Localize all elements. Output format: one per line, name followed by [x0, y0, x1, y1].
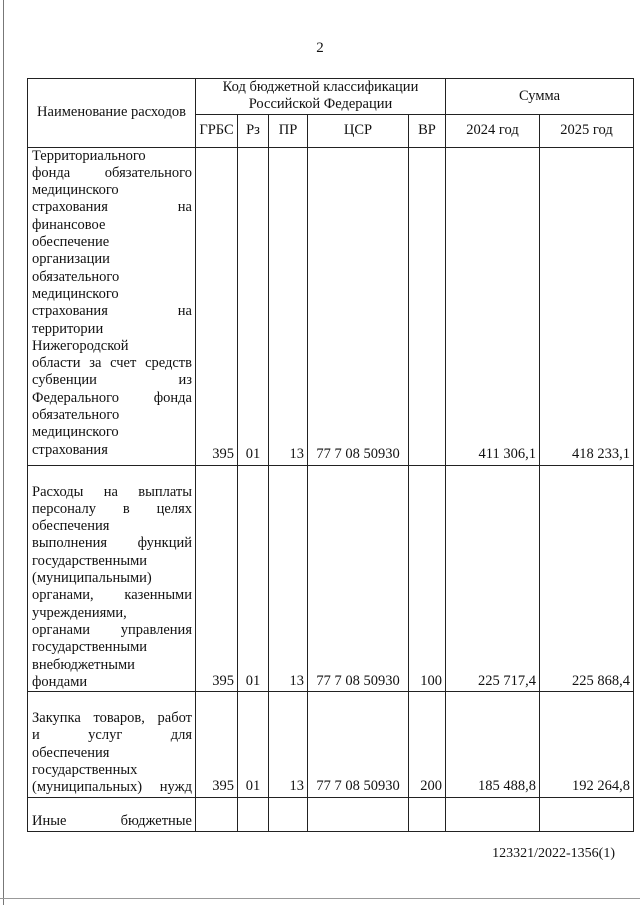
name-line: выполнения функций [32, 535, 192, 552]
name-line: страхования на [32, 303, 192, 320]
cell-rz [238, 797, 269, 831]
name-line: обеспечения [32, 518, 110, 535]
cell-pr: 13 [269, 465, 308, 692]
header-csr: ЦСР [308, 114, 409, 147]
cell-csr: 77 7 08 50930 [308, 692, 409, 797]
name-line: медицинского [32, 424, 119, 441]
name-line: внебюджетными [32, 656, 135, 673]
table-row [28, 692, 634, 797]
name-line: страхования [32, 441, 108, 458]
name-line: государственными [32, 639, 148, 656]
name-line: (муниципальными) [32, 570, 152, 587]
name-line: обязательного [32, 407, 120, 424]
cell-csr: 77 7 08 50930 [308, 465, 409, 692]
name-line: Расходы на выплаты [32, 483, 192, 500]
name-line: медицинского [32, 285, 119, 302]
cell-grbs: 395 [196, 147, 238, 465]
name-line: обеспечения [32, 744, 110, 761]
row-name [28, 465, 196, 692]
header-grbs: ГРБС [196, 114, 238, 147]
row-name [28, 147, 196, 465]
budget-table [27, 78, 634, 832]
cell-sum-2024: 185 488,8 [446, 692, 540, 797]
name-line: медицинского [32, 182, 119, 199]
name-line: Нижегородской [32, 337, 129, 354]
cell-csr [308, 797, 409, 831]
name-line: государственными [32, 552, 148, 569]
page-left-edge-line [3, 0, 4, 905]
name-line: органами управления [32, 621, 192, 638]
name-line: фонда обязательного [32, 164, 192, 181]
name-line: обеспечение [32, 234, 110, 251]
cell-sum-2025: 418 233,1 [540, 147, 634, 465]
header-vr: ВР [409, 114, 446, 147]
cell-sum-2025 [540, 797, 634, 831]
header-rz: Рз [238, 114, 269, 147]
name-line: Территориального [32, 147, 146, 164]
header-code-group: Код бюджетной классификации Российской Федерации [196, 79, 446, 115]
name-line: территории [32, 320, 104, 337]
cell-csr: 77 7 08 50930 [308, 147, 409, 465]
name-line: организации [32, 251, 110, 268]
cell-pr: 13 [269, 692, 308, 797]
header-2024: 2024 год [446, 114, 540, 147]
row-name-lines [32, 710, 192, 796]
name-line: фондами [32, 673, 88, 690]
row-name-lines [32, 484, 192, 692]
name-line: субвенции из [32, 372, 192, 389]
page-bottom-edge-line [0, 898, 640, 899]
header-pr: ПР [269, 114, 308, 147]
name-line: (муниципальных) нужд [32, 779, 192, 796]
cell-sum-2024: 225 717,4 [446, 465, 540, 692]
name-line: органами, казенными [32, 587, 192, 604]
name-line: государственных [32, 762, 138, 779]
cell-sum-2025: 192 264,8 [540, 692, 634, 797]
cell-rz: 01 [238, 465, 269, 692]
cell-sum-2024: 411 306,1 [446, 147, 540, 465]
document-id: 123321/2022-1356(1) [492, 846, 615, 861]
table-row [28, 797, 634, 831]
table-row [28, 465, 634, 692]
name-line: Федерального фонда [32, 389, 192, 406]
header-name-column: Наименование расходов [28, 79, 196, 148]
name-line: персоналу в целях [32, 500, 192, 517]
name-line: области за счет средств [32, 355, 192, 372]
table-row [28, 147, 634, 465]
cell-pr [269, 797, 308, 831]
name-line: учреждениями, [32, 604, 127, 621]
name-line: и услуг для [32, 727, 192, 744]
name-line: обязательного [32, 268, 120, 285]
cell-vr: 200 [409, 692, 446, 797]
cell-vr [409, 797, 446, 831]
row-name [28, 797, 196, 831]
row-name-lines [32, 813, 192, 830]
cell-grbs: 395 [196, 692, 238, 797]
cell-vr [409, 147, 446, 465]
cell-grbs: 395 [196, 465, 238, 692]
cell-rz: 01 [238, 692, 269, 797]
name-line: финансовое [32, 216, 106, 233]
header-2025: 2025 год [540, 114, 634, 147]
row-name [28, 692, 196, 797]
cell-pr: 13 [269, 147, 308, 465]
name-line: страхования на [32, 199, 192, 216]
row-name-lines [32, 148, 192, 459]
name-line: Закупка товаров, работ [32, 710, 192, 727]
cell-vr: 100 [409, 465, 446, 692]
name-line: Иные бюджетные [32, 813, 192, 830]
cell-rz: 01 [238, 147, 269, 465]
header-row-1 [28, 79, 634, 115]
cell-sum-2025: 225 868,4 [540, 465, 634, 692]
cell-grbs [196, 797, 238, 831]
cell-sum-2024 [446, 797, 540, 831]
header-sum-group: Сумма [446, 79, 634, 115]
page-number: 2 [316, 40, 324, 56]
